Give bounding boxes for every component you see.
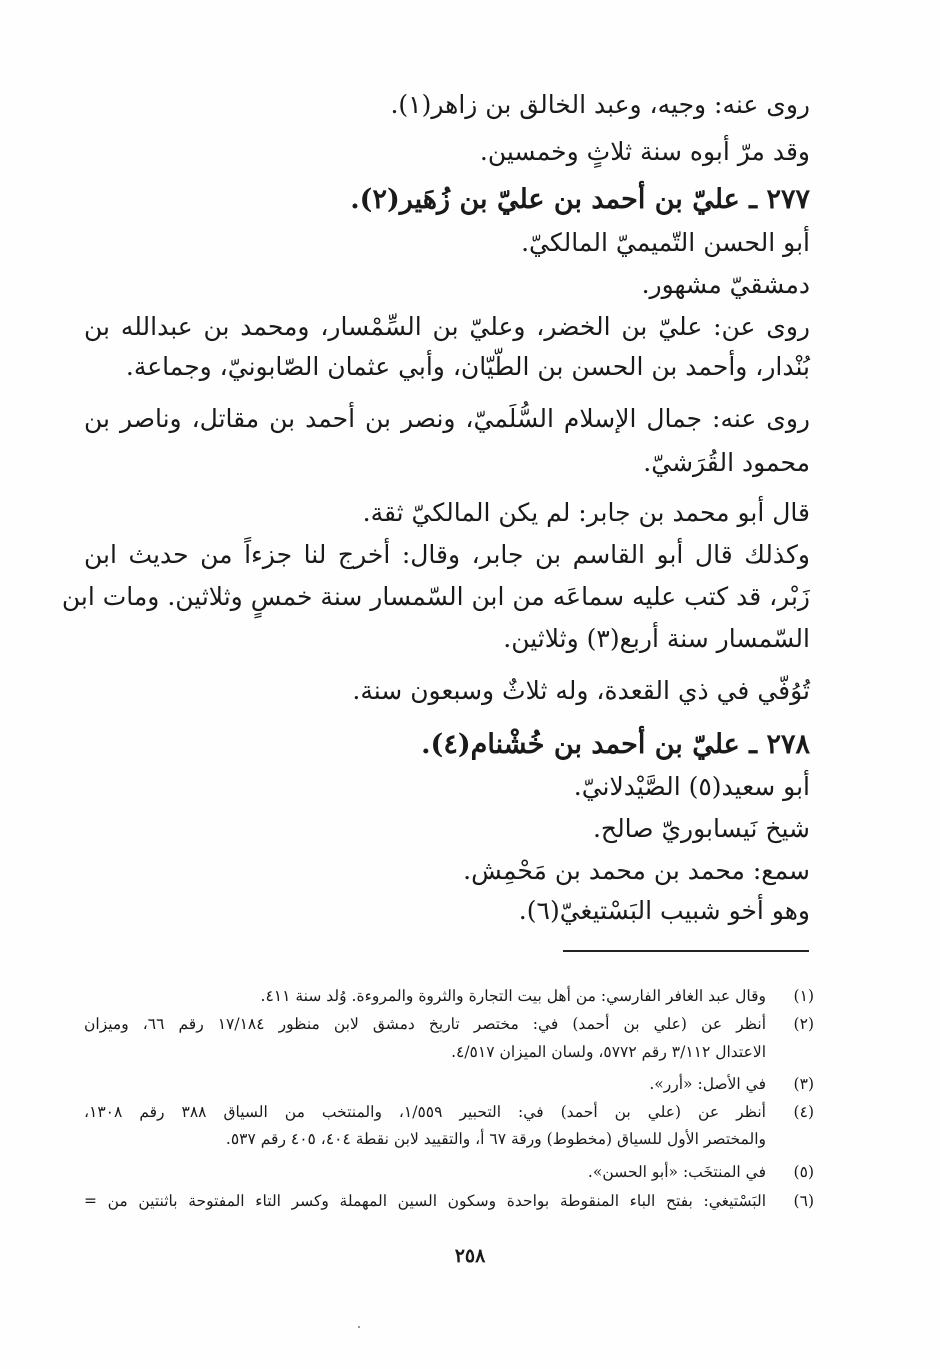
text-line: روى عنه: جمال الإسلام السُّلَميّ، ونصر بن أحمد بن مقاتل، وناصر بن <box>84 404 810 433</box>
text-line: أبو الحسن التّميميّ المالكيّ. <box>521 228 810 257</box>
text-line: وكذلك قال أبو القاسم بن جابر، وقال: أخرج لنا جزءاً من حديث ابن <box>84 540 810 569</box>
text-line: دمشقيّ مشهور. <box>641 270 810 299</box>
entry-heading-278: ٢٧٨ ـ عليّ بن أحمد بن خُشْنام(٤). <box>421 729 810 760</box>
text-line: أبو سعيد(٥) الصَّيْدلانيّ. <box>573 772 810 801</box>
text-line: السّمسار سنة أربع(٣) وثلاثين. <box>503 624 810 653</box>
text-line: سمع: محمد بن محمد بن مَحْمِش. <box>463 856 810 885</box>
text-line: وقد مرّ أبوه سنة ثلاثٍ وخمسين. <box>479 137 810 166</box>
footnote-text: والمختصر الأول للسياق (مخطوط) ورقة ٦٧ أ، والتقييد لابن نقطة ٤٠٤، ٤٠٥ رقم ٥٣٧. <box>225 1130 766 1148</box>
footnote-text: في المنتخَب: «أبو الحسن». <box>587 1163 766 1181</box>
footnote-number: (٥) <box>793 1163 814 1181</box>
text-line: زَبْر، قد كتب عليه سماعَه من ابن السّمسار سنة خمسٍ وثلاثين. ومات ابن <box>61 582 810 611</box>
footnote-divider <box>563 950 809 952</box>
page-number: ٢٥٨ <box>454 1245 486 1267</box>
entry-heading-277: ٢٧٧ ـ عليّ بن أحمد بن عليّ بن زُهَير(٢). <box>350 184 810 215</box>
text-line: بُنْدار، وأحمد بن الحسن بن الطّيّان، وأبي عثمان الصّابونيّ، وجماعة. <box>125 352 810 381</box>
footnote-number: (٤) <box>793 1103 814 1121</box>
footnote-text: وقال عبد الغافر الفارسي: من أهل بيت التجارة والثروة والمروءة. وُلد سنة ٤١١. <box>260 987 766 1005</box>
footnote-text: أنظر عن (علي بن أحمد) في: مختصر تاريخ دمشق لابن منظور ١٧/١٨٤ رقم ٦٦، وميزان <box>84 1015 767 1033</box>
text-line: قال أبو محمد بن جابر: لم يكن المالكيّ ثقة. <box>362 498 810 527</box>
text-line: شيخ نَيسابوريّ صالح. <box>592 814 810 843</box>
text-line: وهو أخو شبيب البَسْتيغيّ(٦). <box>518 896 810 925</box>
text-line: روى عنه: وجيه، وعبد الخالق بن زاهر(١). <box>390 90 810 119</box>
footnote-number: (٣) <box>793 1075 814 1093</box>
text-line: تُوُفّي في ذي القعدة، وله ثلاثٌ وسبعون سنة. <box>352 676 810 705</box>
footnote-number: (١) <box>793 987 814 1005</box>
footnote-text: أنظر عن (علي بن أحمد) في: التحبير ١/٥٥٩، والمنتخب من السياق ٣٨٨ رقم ١٣٠٨، <box>84 1103 766 1121</box>
footnote-number: (٦) <box>793 1192 814 1210</box>
footnote-text: البَسْتيغي: بفتح الباء المنقوطة بواحدة وسكون السين المهملة وكسر التاء المفتوحة باثنتين من = <box>84 1192 766 1210</box>
footnote-text: الاعتدال ٣/١١٢ رقم ٥٧٧٢، ولسان الميزان ٤/٥١٧. <box>451 1043 766 1061</box>
footnote-number: (٢) <box>793 1015 814 1033</box>
text-line: محمود القُرَشيّ. <box>643 448 810 477</box>
footnote-text: في الأصل: «أرر». <box>649 1075 766 1093</box>
text-line: روى عن: عليّ بن الخضر، وعليّ بن السِّمْسار، ومحمد بن عبدالله بن <box>84 312 810 341</box>
scan-speck <box>358 1326 360 1328</box>
